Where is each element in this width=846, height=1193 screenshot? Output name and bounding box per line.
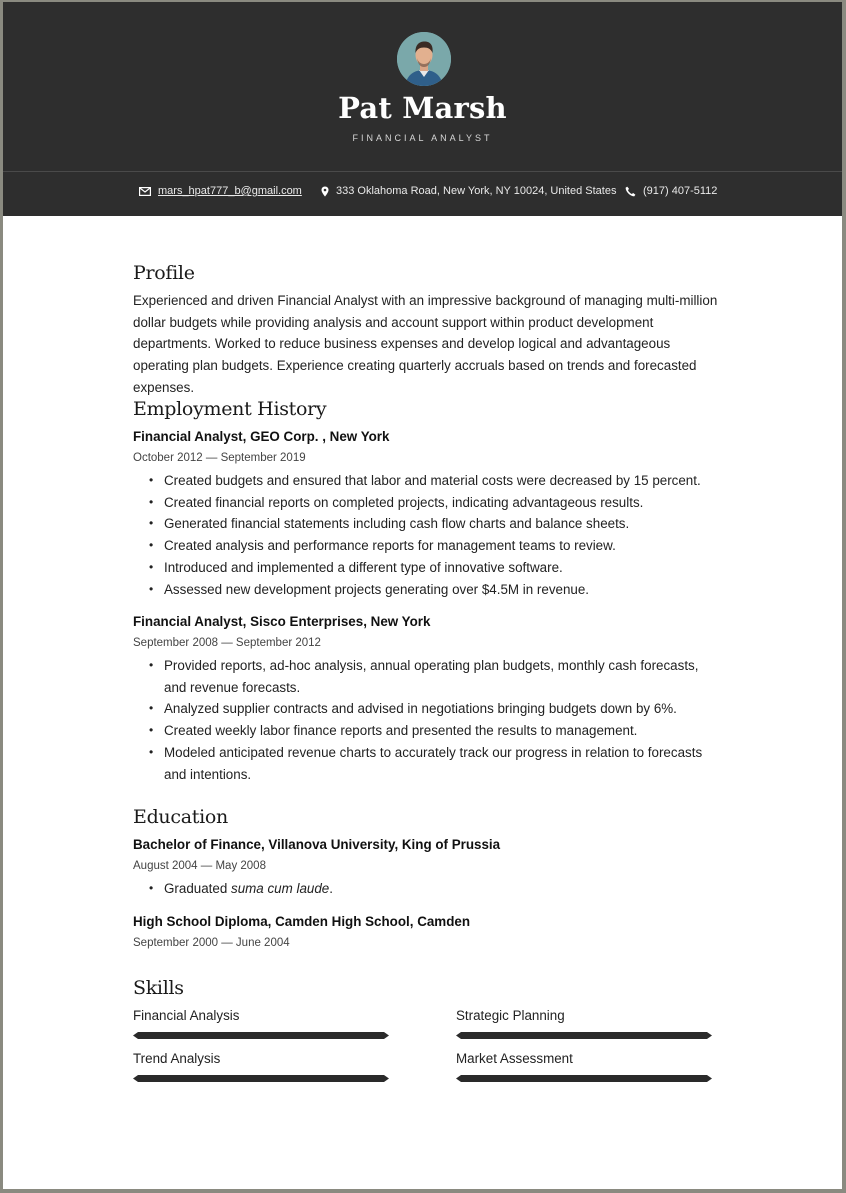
job-dates: October 2012 — September 2019 — [133, 452, 306, 464]
list-item — [133, 878, 723, 900]
skill-level-fill — [456, 1032, 712, 1039]
skill-bar — [456, 1075, 712, 1082]
contact-email[interactable] — [139, 185, 302, 197]
contact-address — [321, 185, 616, 197]
job-dates: September 2008 — September 2012 — [133, 637, 321, 649]
skill-label: Strategic Planning — [456, 1008, 565, 1023]
job-bullets — [133, 470, 723, 600]
contact-bar — [3, 171, 842, 216]
skill-label: Trend Analysis — [133, 1051, 221, 1066]
skill-level-fill — [133, 1032, 389, 1039]
education-heading: Education — [133, 806, 228, 828]
phone-text: (917) 407-5112 — [643, 185, 718, 197]
resume-header — [3, 2, 842, 215]
person-photo-icon — [397, 32, 451, 86]
map-pin-icon — [321, 186, 329, 197]
email-link[interactable]: mars_hpat777_b@gmail.com — [158, 185, 302, 197]
education-dates: August 2004 — May 2008 — [133, 860, 266, 872]
job-title: Financial Analyst, GEO Corp. , New York — [133, 429, 390, 444]
education-bullets — [133, 878, 723, 900]
bullet-text: Graduated — [164, 881, 231, 896]
envelope-icon — [139, 187, 151, 196]
avatar — [397, 32, 451, 86]
person-name: Pat Marsh — [338, 91, 507, 125]
list-item: • Created budgets and ensured that labor and material costs were decreased by 15 percent. — [133, 470, 723, 492]
skill-label: Financial Analysis — [133, 1008, 240, 1023]
list-item: • Introduced and implemented a different type of innovative software. — [133, 557, 723, 579]
education-title: Bachelor of Finance, Villanova University, King of Prussia — [133, 837, 501, 852]
bullet-emphasis: suma cum laude — [231, 881, 330, 896]
profile-text: Experienced and driven Financial Analyst with an impressive background of managing multi-million dollar budgets while providing analysis and account support within product development departments. Worked to reduce business expenses and develop logical and advantageous operating plan budgets. Experience creating quarterly accruals based on trends and forecasted expenses. — [133, 293, 718, 395]
resume-page — [3, 2, 842, 1189]
skill-bar — [133, 1032, 389, 1039]
job-bullets — [133, 655, 723, 785]
job-title: Financial Analyst, Sisco Enterprises, New York — [133, 614, 431, 629]
profile-heading: Profile — [133, 262, 195, 284]
education-dates: September 2000 — June 2004 — [133, 937, 290, 949]
skill-level-fill — [133, 1075, 389, 1082]
list-item: • Created analysis and performance reports for management teams to review. — [133, 535, 723, 557]
address-text: 333 Oklahoma Road, New York, NY 10024, United States — [336, 185, 617, 197]
employment-heading: Employment History — [133, 398, 327, 420]
skill-level-fill — [456, 1075, 712, 1082]
list-item: • Generated financial statements including cash flow charts and balance sheets. — [133, 513, 723, 535]
list-item: • Provided reports, ad-hoc analysis, annual operating plan budgets, monthly cash forecasts, and revenue forecasts. — [133, 655, 723, 698]
phone-icon — [625, 186, 636, 197]
skill-label: Market Assessment — [456, 1051, 573, 1066]
person-job-title: FINANCIAL ANALYST — [352, 133, 493, 143]
list-item: • Created financial reports on completed projects, indicating advantageous results. — [133, 492, 723, 514]
list-item: • Created weekly labor finance reports and presented the results to management. — [133, 720, 723, 742]
list-item: • Assessed new development projects generating over $4.5M in revenue. — [133, 579, 723, 601]
skill-bar — [456, 1032, 712, 1039]
bullet-text: . — [329, 881, 333, 896]
education-title: High School Diploma, Camden High School, Camden — [133, 914, 471, 929]
skill-bar — [133, 1075, 389, 1082]
contact-phone — [625, 185, 717, 197]
list-item: • Modeled anticipated revenue charts to accurately track our progress in relation to forecasts and intentions. — [133, 742, 723, 785]
list-item: • Analyzed supplier contracts and advised in negotiations bringing budgets down by 6%. — [133, 698, 723, 720]
skills-heading: Skills — [133, 977, 184, 999]
